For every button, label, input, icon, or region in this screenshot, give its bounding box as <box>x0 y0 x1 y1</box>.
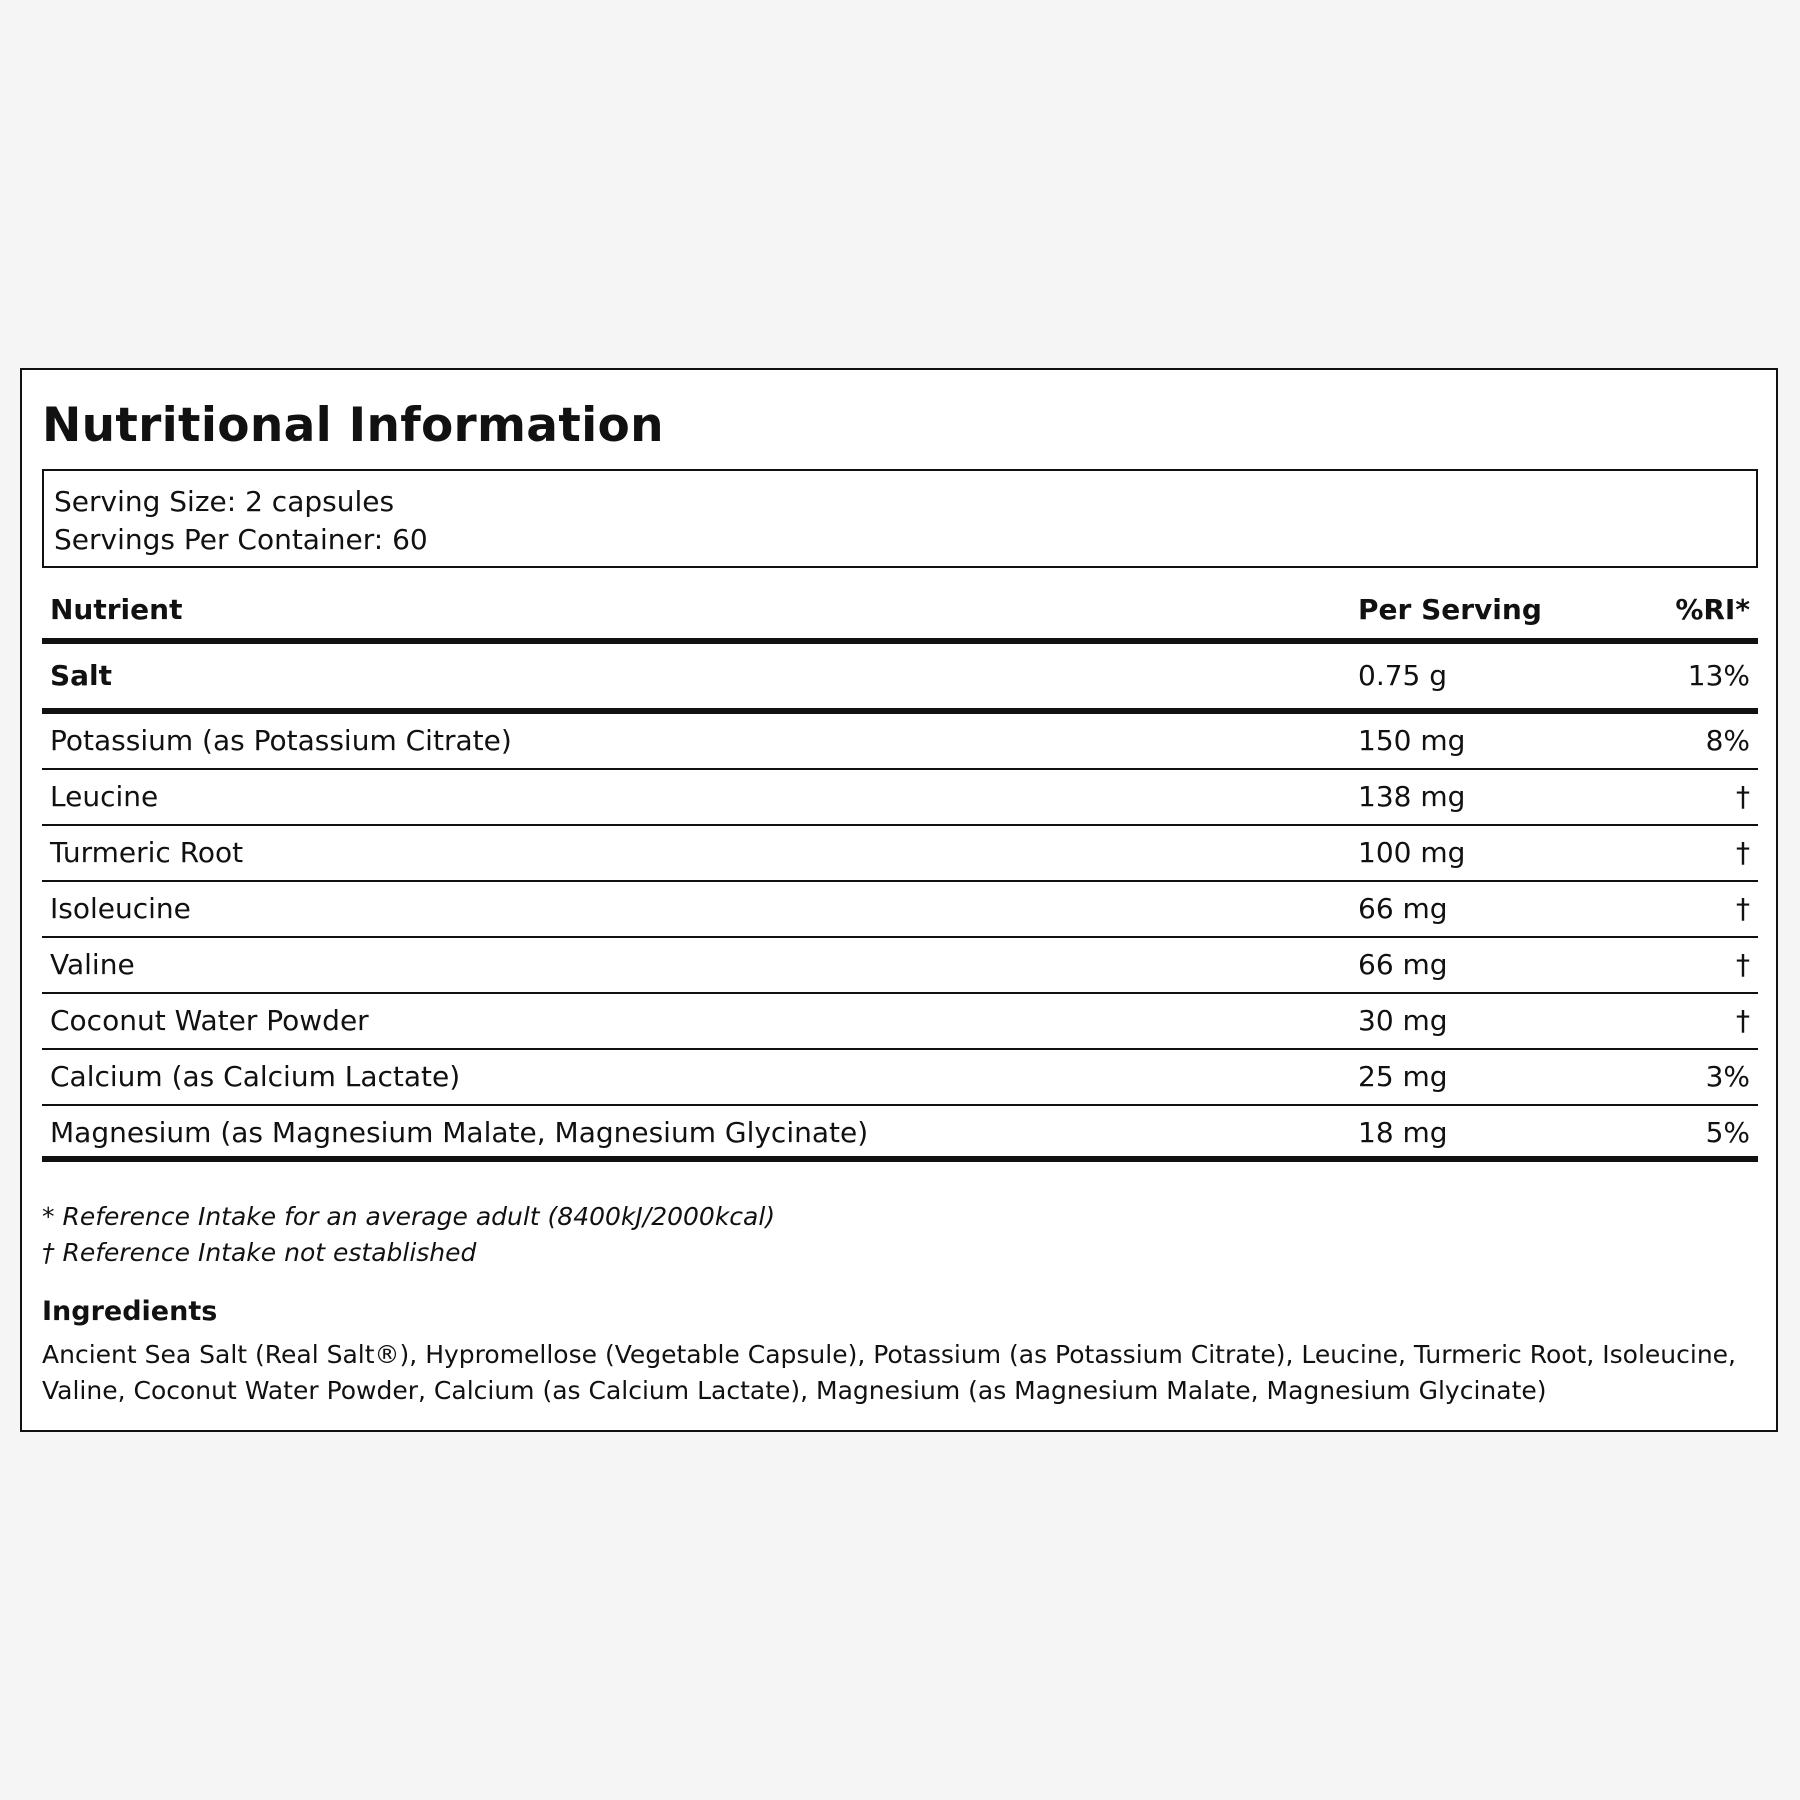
nutrient-table <box>42 582 1758 1162</box>
table-row <box>42 882 1758 938</box>
nutrient-ri: † <box>1736 948 1750 981</box>
header-per-serving: Per Serving <box>1358 593 1542 626</box>
nutrient-amount: 150 mg <box>1358 724 1466 757</box>
nutrient-name: Magnesium (as Magnesium Malate, Magnesium Glycinate) <box>50 1116 869 1149</box>
nutrient-ri: † <box>1736 780 1750 813</box>
nutrient-ri: † <box>1736 836 1750 869</box>
table-row <box>42 1050 1758 1106</box>
serving-size: Serving Size: 2 capsules <box>54 485 395 518</box>
nutrient-amount: 100 mg <box>1358 836 1466 869</box>
ingredients-heading: Ingredients <box>42 1296 218 1327</box>
nutrient-ri: 8% <box>1705 724 1750 757</box>
footnotes <box>42 1199 775 1271</box>
table-row <box>42 644 1758 714</box>
nutrition-panel <box>20 368 1778 1432</box>
table-row <box>42 1106 1758 1162</box>
nutrient-name: Salt <box>50 659 113 692</box>
nutrient-amount: 66 mg <box>1358 948 1448 981</box>
nutrient-name: Potassium (as Potassium Citrate) <box>50 724 512 757</box>
ingredients-list: Ancient Sea Salt (Real Salt®), Hypromellose (Vegetable Capsule), Potassium (as Potassium Citrate), Leucine, Turmeric Root, Isoleucine, Valine, Coconut Water Powder, Calcium (as Calcium Lactate), Magnesium (as Magnesium Malate, Magnesium Glycinate) <box>42 1340 1737 1405</box>
nutrient-amount: 18 mg <box>1358 1116 1448 1149</box>
header-ri: %RI* <box>1675 593 1750 626</box>
table-row <box>42 994 1758 1050</box>
nutrient-ri: 13% <box>1687 659 1750 692</box>
nutrient-name: Leucine <box>50 780 159 813</box>
header-nutrient: Nutrient <box>50 593 183 626</box>
nutrient-amount: 30 mg <box>1358 1004 1448 1037</box>
nutrient-ri: 5% <box>1705 1116 1750 1149</box>
panel-title: Nutritional Information <box>42 398 664 453</box>
nutrient-ri: † <box>1736 1004 1750 1037</box>
nutrient-ri: † <box>1736 892 1750 925</box>
nutrient-name: Isoleucine <box>50 892 191 925</box>
table-row <box>42 938 1758 994</box>
footnote-not-established: † Reference Intake not established <box>42 1238 477 1267</box>
table-header-row <box>42 582 1758 644</box>
nutrient-name: Coconut Water Powder <box>50 1004 369 1037</box>
nutrient-name: Calcium (as Calcium Lactate) <box>50 1060 461 1093</box>
serving-info-box <box>42 469 1758 568</box>
nutrient-amount: 25 mg <box>1358 1060 1448 1093</box>
servings-per-container: Servings Per Container: 60 <box>54 523 428 556</box>
nutrient-name: Valine <box>50 948 135 981</box>
nutrient-amount: 138 mg <box>1358 780 1466 813</box>
nutrient-ri: 3% <box>1705 1060 1750 1093</box>
table-row <box>42 770 1758 826</box>
footnote-reference-intake: * Reference Intake for an average adult (8400kJ/2000kcal) <box>42 1202 776 1231</box>
table-row <box>42 714 1758 770</box>
table-row <box>42 826 1758 882</box>
nutrient-amount: 66 mg <box>1358 892 1448 925</box>
nutrient-amount: 0.75 g <box>1358 659 1448 692</box>
nutrient-name: Turmeric Root <box>50 836 244 869</box>
